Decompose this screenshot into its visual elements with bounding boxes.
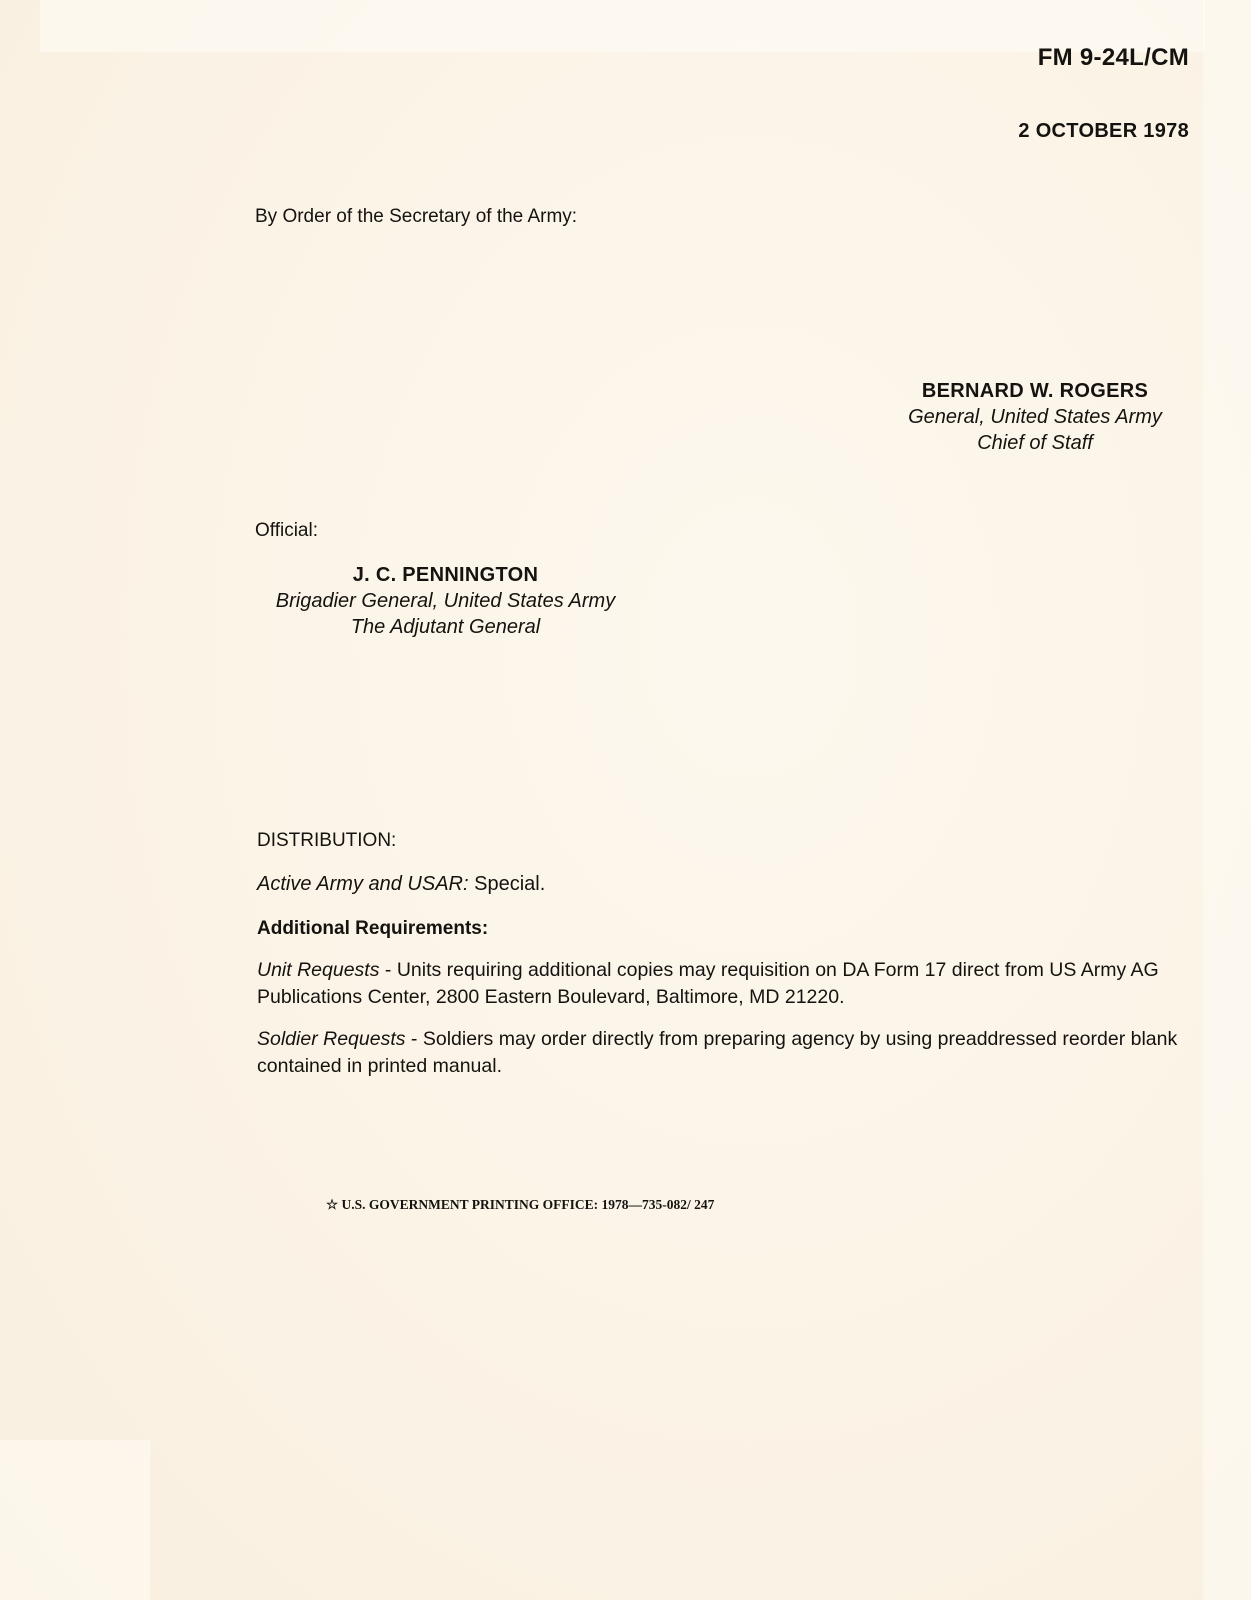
scan-edge-bottom-left xyxy=(0,1440,150,1600)
document-date: 2 OCTOBER 1978 xyxy=(1018,120,1189,142)
active-army-line xyxy=(257,873,545,896)
signatory-name: BERNARD W. ROGERS xyxy=(921,380,1149,402)
unit-requests-paragraph: Unit Requests - Units requiring additional copies may requisition on DA Form 17 direct from US Army AG Publications Center, 2800 Eastern Boulevard, Baltimore, MD 21220. xyxy=(257,959,1159,1008)
official-title-line1: Brigadier General, United States Army xyxy=(275,590,616,612)
official-label: Official: xyxy=(255,520,319,541)
unit-requests-text: Units requiring additional copies may requisition on DA Form 17 direct from US Army AG Publications Center, 2800 Eastern Boulevard, Baltimore, MD 21220. xyxy=(257,959,1159,1008)
soldier-requests-text: Soldiers may order directly from preparing agency by using preaddressed reorder blank contained in printed manual. xyxy=(257,1028,1178,1077)
scan-edge-right xyxy=(1203,0,1251,1600)
official-block xyxy=(253,562,638,640)
distribution-heading: DISTRIBUTION: xyxy=(257,830,397,851)
active-army-label: Active Army and USAR: xyxy=(257,873,469,895)
unit-requests-label: Unit Requests xyxy=(257,959,380,981)
scan-edge-top xyxy=(40,0,1205,52)
additional-requirements-heading: Additional Requirements: xyxy=(257,918,489,939)
signatory-title-line1: General, United States Army xyxy=(908,406,1162,428)
signatory-block xyxy=(880,378,1190,456)
by-order-line: By Order of the Secretary of the Army: xyxy=(255,206,578,227)
printing-office-imprint: ☆ U.S. GOVERNMENT PRINTING OFFICE: 1978—735-082/ 247 xyxy=(326,1197,715,1212)
soldier-requests-paragraph: Soldier Requests - Soldiers may order directly from preparing agency by using preaddressed reorder blank contained in printed manual. xyxy=(257,1028,1178,1077)
soldier-requests-label: Soldier Requests xyxy=(257,1028,406,1050)
official-name: J. C. PENNINGTON xyxy=(352,564,539,586)
active-army-value: Special. xyxy=(474,873,546,895)
official-title-line2: The Adjutant General xyxy=(350,616,541,638)
signatory-title-line2: Chief of Staff xyxy=(977,432,1093,454)
document-id: FM 9-24L/CM xyxy=(1037,44,1189,71)
